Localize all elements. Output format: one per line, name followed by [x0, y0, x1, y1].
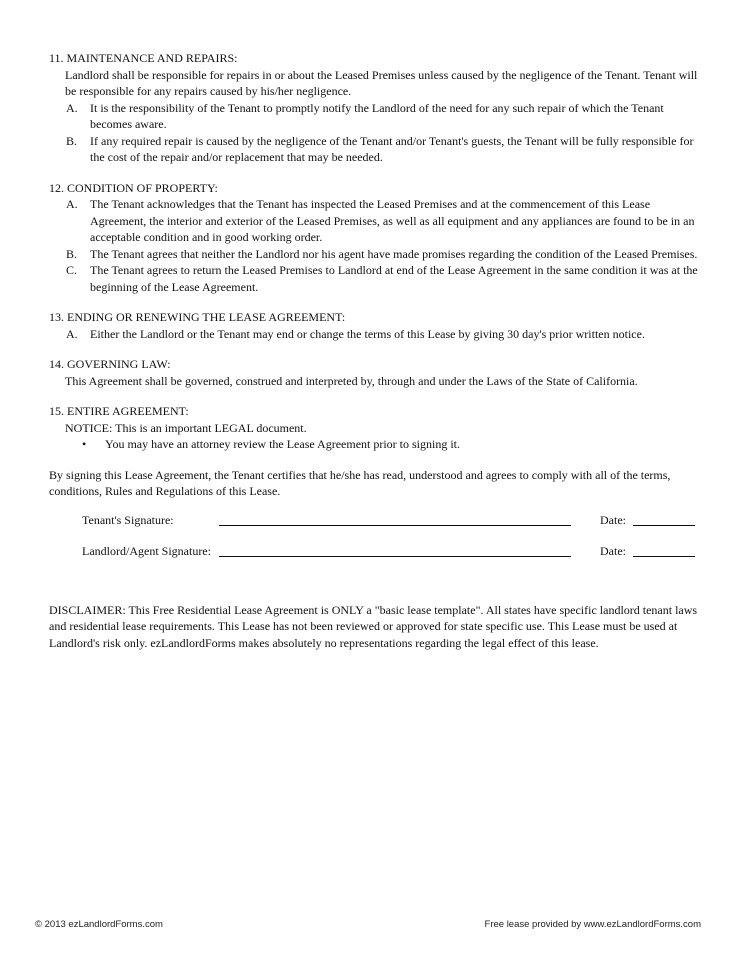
item-text: It is the responsibility of the Tenant to promptly notify the Landlord of the need for any such repair of which the Tenant becomes aware. [90, 100, 664, 131]
list-item [49, 326, 701, 343]
bullet-icon: • [82, 437, 87, 451]
section-entire-agreement [49, 403, 701, 453]
item-text: The Tenant agrees to return the Leased Premises to Landlord at end of the Lease Agreement in the same condition it was at the beginning of the Lease Agreement. [90, 263, 698, 294]
section-governing-law [49, 356, 701, 389]
item-text: If any required repair is caused by the negligence of the Tenant and/or Tenant's guests, the Tenant will be fully responsible for the cost of the repair and/or replacement that may be needed. [90, 133, 694, 164]
section-heading: 15. ENTIRE AGREEMENT: [49, 404, 189, 418]
landlord-date-line[interactable] [633, 543, 695, 557]
section-paragraph: This Agreement shall be governed, construed and interpreted by, through and under the Laws of the State of California. [65, 373, 638, 388]
section-maintenance-repairs [49, 50, 701, 166]
item-letter: B. [66, 133, 78, 148]
certification-paragraph: By signing this Lease Agreement, the Tenant certifies that he/she has read, understood and agrees to comply with all of the terms, conditions, Rules and Regulations of this Lease. [49, 467, 671, 498]
notice-text: This is an important LEGAL document. [115, 420, 307, 435]
landlord-signature-line[interactable] [219, 543, 571, 557]
section-heading: 11. MAINTENANCE AND REPAIRS: [49, 51, 238, 65]
item-letter: A. [66, 326, 78, 341]
tenant-date-line[interactable] [633, 512, 695, 526]
list-item [49, 196, 701, 246]
bullet-item [49, 436, 701, 453]
item-text: The Tenant agrees that neither the Landlord nor his agent have made promises regarding the condition of the Leased Premises. [90, 246, 698, 261]
notice-line [49, 420, 701, 437]
item-text: Either the Landlord or the Tenant may end or change the terms of this Lease by giving 30 day's prior written notice. [90, 326, 645, 341]
landlord-date-label: Date: [600, 543, 626, 558]
item-letter: B. [66, 246, 78, 261]
section-heading: 14. GOVERNING LAW: [49, 357, 171, 371]
tenant-date-label: Date: [600, 512, 626, 527]
list-item [49, 100, 701, 133]
section-heading: 13. ENDING OR RENEWING THE LEASE AGREEMENT: [49, 310, 346, 324]
signature-block [49, 512, 701, 574]
item-text: The Tenant acknowledges that the Tenant has inspected the Leased Premises and at the commencement of this Lease Agreement, the interior and exterior of the Leased Premises, as well as all equipment and any appliances are found to be in an acceptable condition and in good working order. [90, 197, 695, 244]
item-letter: A. [66, 197, 78, 211]
section-paragraph: Landlord shall be responsible for repairs in or about the Leased Premises unless caused by the negligence of the Tenant. Tenant will be responsible for any repairs caused by his/her negligence. [65, 67, 698, 98]
tenant-signature-line[interactable] [219, 512, 571, 526]
tenant-signature-row [49, 512, 701, 543]
notice-label: NOTICE: [65, 420, 113, 435]
lease-content [49, 50, 701, 651]
section-heading: 12. CONDITION OF PROPERTY: [49, 180, 218, 195]
list-item [49, 262, 701, 295]
footer-provider: Free lease provided by www.ezLandlordForms.com [484, 919, 701, 930]
bullet-text: You may have an attorney review the Lease Agreement prior to signing it. [105, 437, 461, 451]
list-item [49, 133, 701, 166]
section-ending-renewing [49, 309, 701, 342]
disclaimer-paragraph: DISCLAIMER: This Free Residential Lease Agreement is ONLY a "basic lease template". All states have specific landlord tenant laws and residential lease requirements. This Lease has not been reviewed or approved for state specific use. This Lease must be used at Landlord's risk only. ezLandlordForms makes absolutely no representations regarding the legal effect of this lease. [49, 602, 698, 650]
landlord-signature-row [49, 543, 701, 574]
item-letter: A. [66, 100, 78, 115]
list-item [49, 246, 701, 263]
item-letter: C. [66, 263, 78, 277]
footer-copyright: © 2013 ezLandlordForms.com [35, 919, 163, 930]
landlord-signature-label: Landlord/Agent Signature: [82, 543, 211, 558]
section-condition-of-property [49, 180, 701, 296]
tenant-signature-label: Tenant's Signature: [82, 512, 174, 527]
